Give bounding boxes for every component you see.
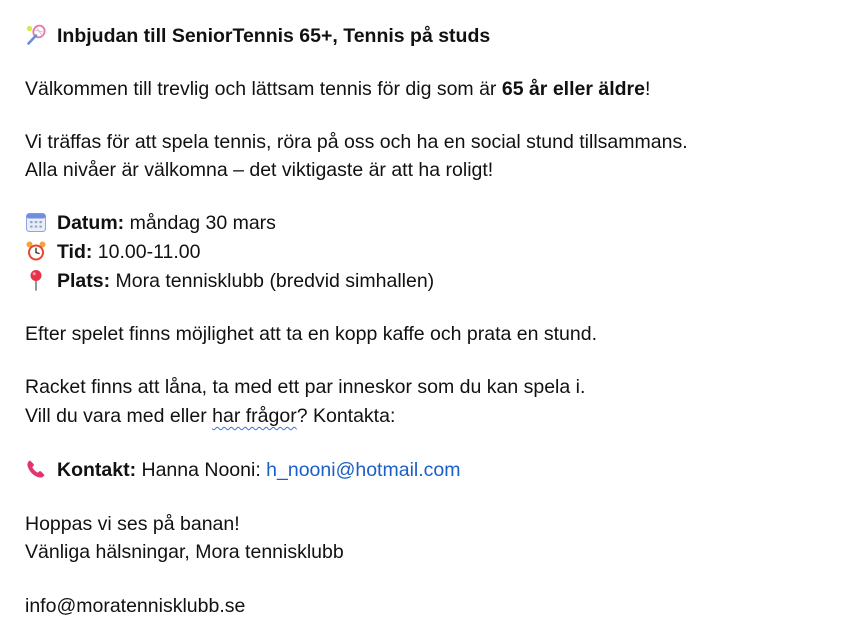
racket-line-2-start: Vill du vara med eller	[25, 405, 213, 427]
place-row	[25, 267, 434, 295]
invitation-title-text: Inbjudan till SeniorTennis 65+, Tennis på studs	[57, 25, 491, 47]
telephone-icon	[25, 458, 47, 480]
contact-label: Kontakt:	[57, 459, 137, 481]
date-label: Datum:	[57, 212, 125, 234]
contact-row	[25, 456, 461, 484]
place-label: Plats:	[57, 270, 111, 292]
racket-line-2	[25, 402, 395, 430]
closing-line-2: Vänliga hälsningar, Mora tennisklubb	[25, 541, 344, 563]
welcome-end: !	[644, 78, 651, 100]
time-value: 10.00-11.00	[92, 241, 201, 263]
welcome-age-bold: 65 år eller äldre	[501, 78, 645, 100]
time-row	[25, 238, 200, 266]
date-row	[25, 209, 276, 237]
invitation-title	[25, 22, 490, 50]
intro-line-2: Alla nivåer är välkomna – det viktigaste är att ha roligt!	[25, 159, 494, 181]
pushpin-icon	[25, 269, 47, 291]
place-value: Mora tennisklubb (bredvid simhallen)	[110, 270, 435, 292]
contact-name: Hanna Nooni:	[136, 459, 267, 481]
after-game-paragraph: Efter spelet finns möjlighet att ta en kopp kaffe och prata en stund.	[25, 323, 597, 345]
date-value: måndag 30 mars	[124, 212, 276, 234]
welcome-paragraph	[25, 75, 650, 103]
footer-email: info@moratennisklubb.se	[25, 595, 246, 617]
spellcheck-underlined-word[interactable]: har frågor	[212, 405, 297, 427]
welcome-text: Välkommen till trevlig och lättsam tennis för dig som är	[25, 78, 502, 100]
tennis-racket-icon	[25, 24, 47, 46]
closing-line-1: Hoppas vi ses på banan!	[25, 513, 240, 535]
calendar-icon	[25, 211, 47, 233]
time-label: Tid:	[57, 241, 93, 263]
racket-line-2-end: ? Kontakta:	[296, 405, 396, 427]
alarm-clock-icon	[25, 240, 47, 262]
contact-email-link[interactable]: h_nooni@hotmail.com	[266, 459, 461, 481]
racket-line-1: Racket finns att låna, ta med ett par inneskor som du kan spela i.	[25, 376, 586, 398]
intro-line-1: Vi träffas för att spela tennis, röra på oss och ha en social stund tillsammans.	[25, 131, 688, 153]
